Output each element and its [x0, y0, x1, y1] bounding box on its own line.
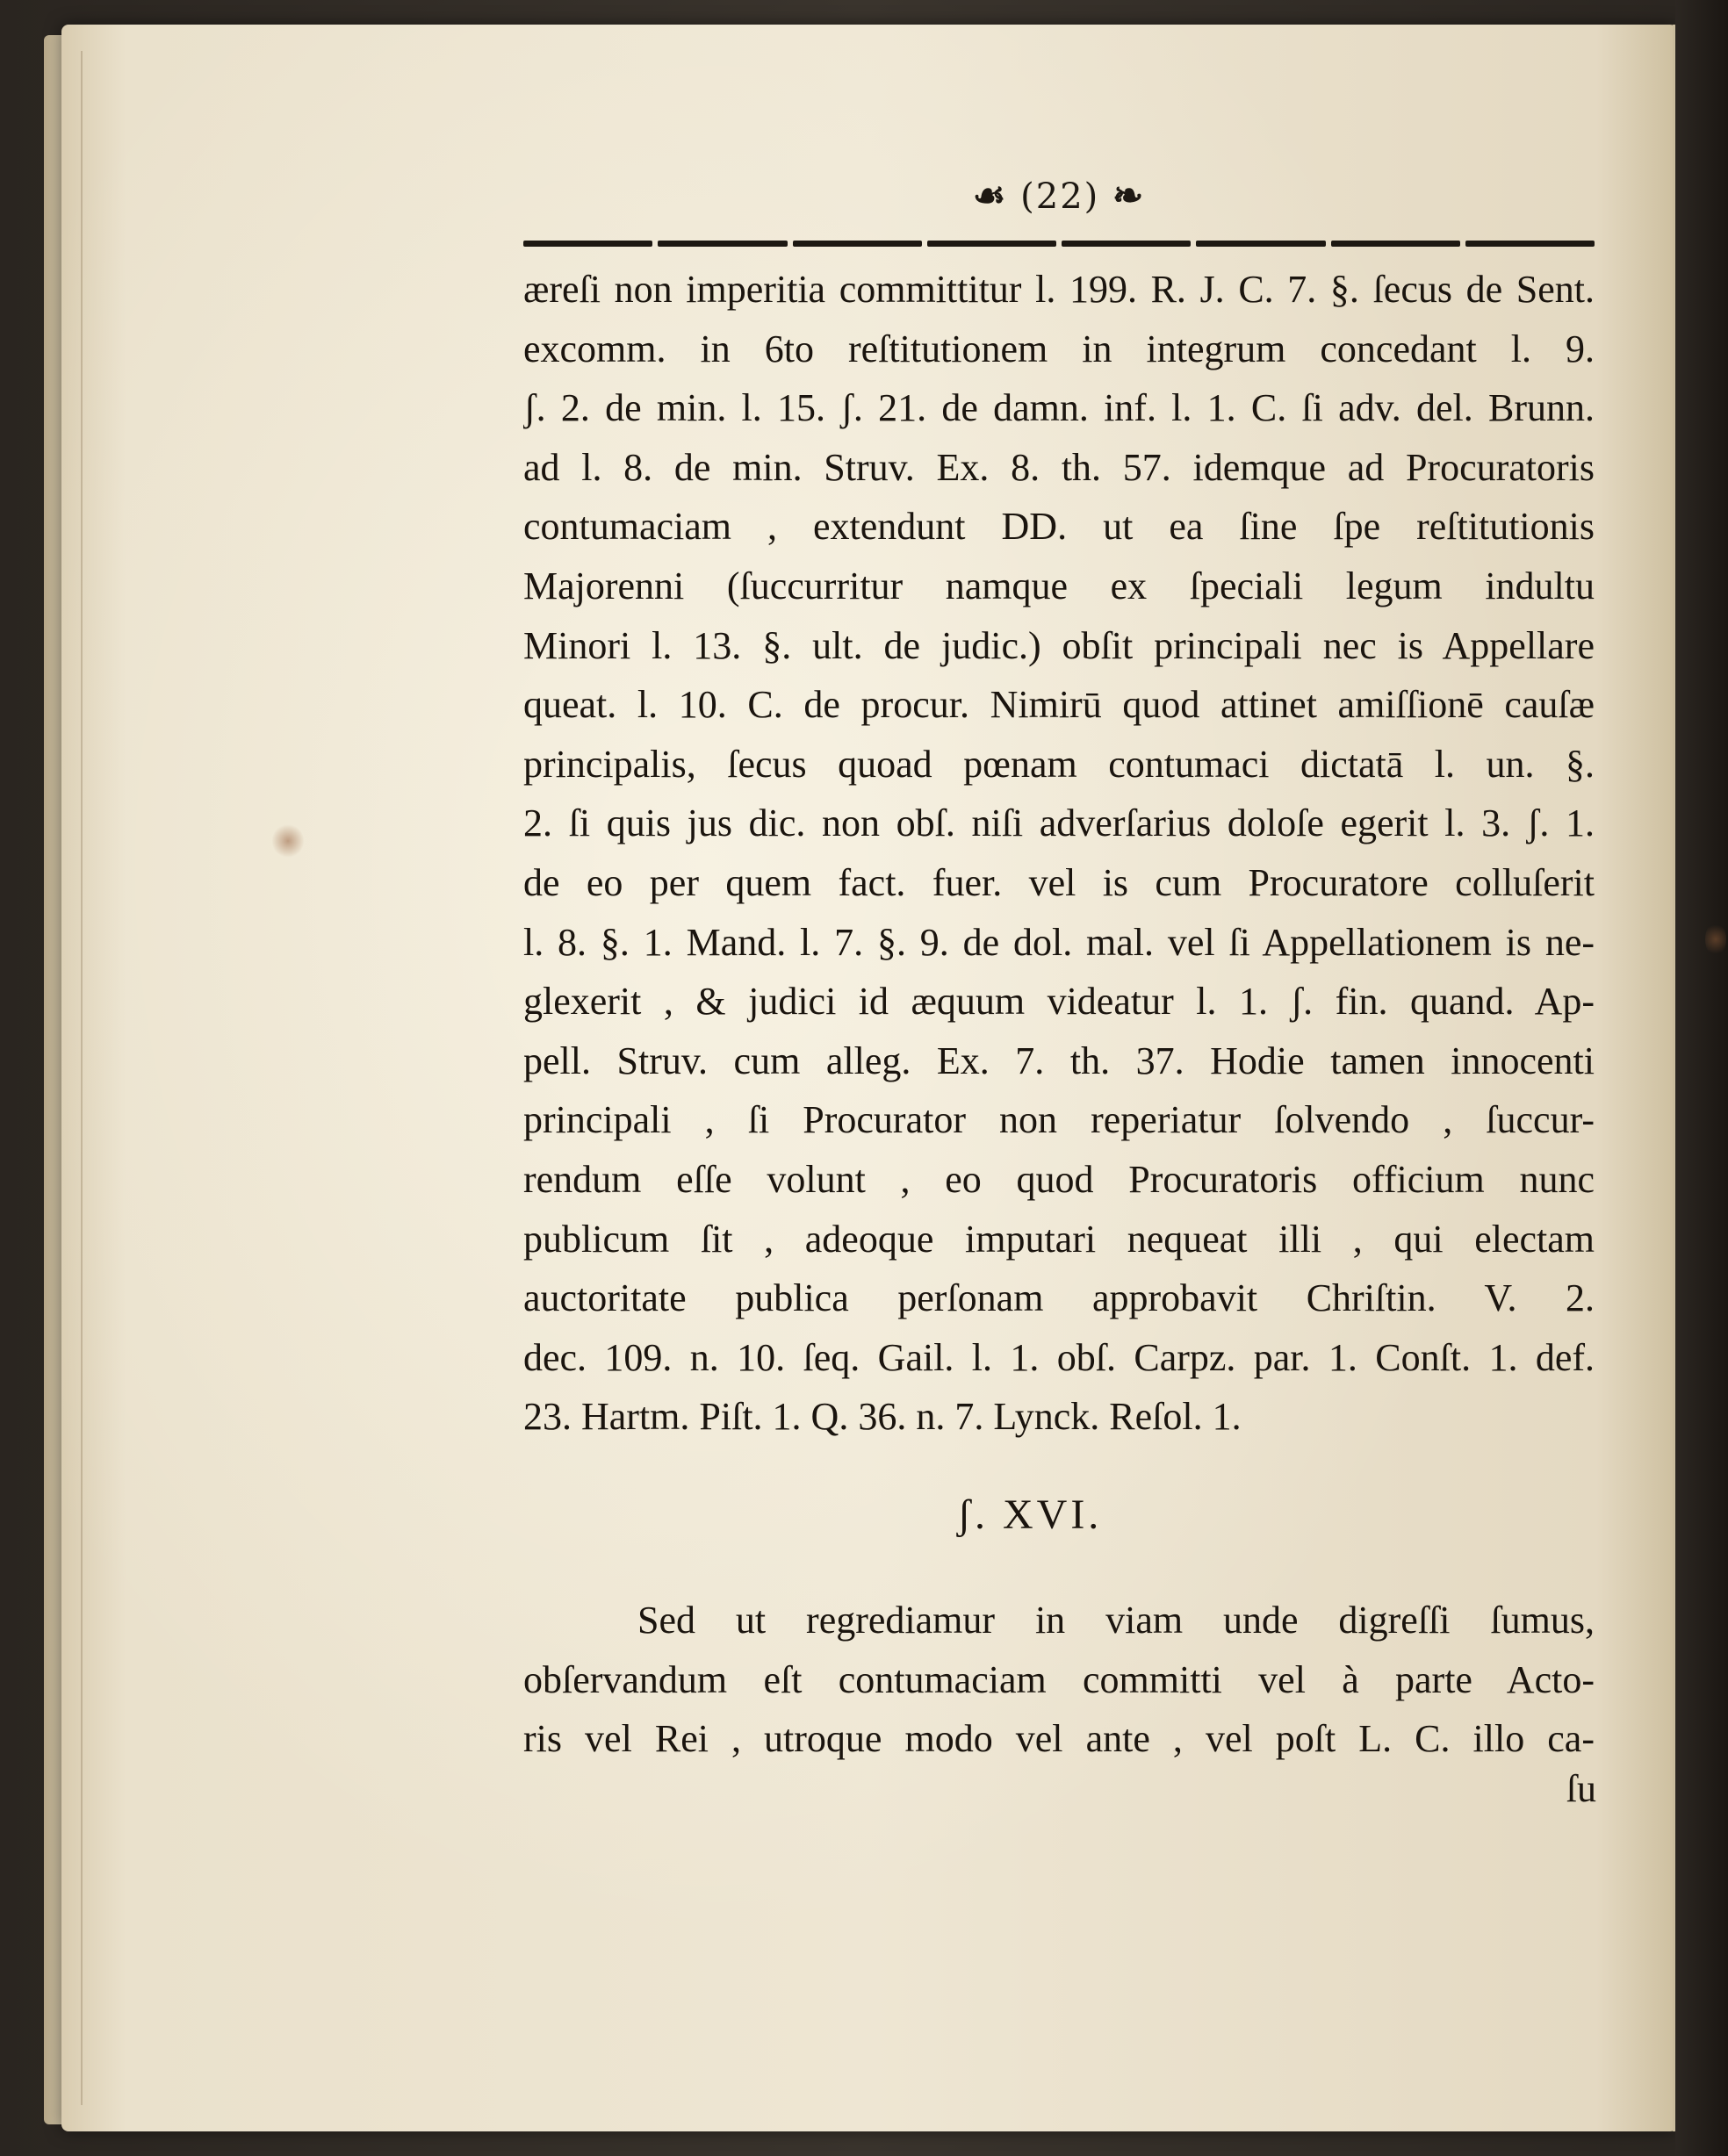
page-number: (22) [1020, 176, 1100, 217]
text-line: principalis, ſecus quoad pœnam contumaci dictatā l. un. §. [523, 742, 1595, 786]
ornament-left-icon: ☙ [972, 174, 1008, 217]
page-header [523, 174, 1595, 253]
text-line: ʃ. 2. de min. l. 15. ʃ. 21. de damn. inf. l. 1. C. ſi adv. del. Brunn. [523, 386, 1595, 430]
text-line: Minori l. 13. §. ult. de judic.) obſit principali nec is Appellare [523, 623, 1595, 667]
text-line: 2. ſi quis jus dic. non obſ. niſi adverſarius doloſe egerit l. 3. ʃ. 1. [523, 801, 1595, 845]
scan-border-right [1675, 0, 1728, 2156]
text-line: contumaciam , extendunt DD. ut ea ſine ſpe reſtitutionis [523, 505, 1595, 549]
text-line: auctoritate publica perſonam approbavit Chriſtin. V. 2. [523, 1276, 1595, 1320]
text-line: Majorenni (ſuccurritur namque ex ſpeciali legum indultu [523, 564, 1595, 607]
header-rule [523, 241, 1595, 249]
rule-segment [1331, 241, 1460, 247]
text-line: obſervandum eſt contumaciam committi vel à parte Acto- [523, 1657, 1595, 1701]
catchword: ſu [1566, 1767, 1596, 1810]
paper-stain [1705, 922, 1726, 957]
rule-segment [1465, 241, 1595, 247]
rule-segment [927, 241, 1056, 247]
rule-segment [1196, 241, 1325, 247]
text-line: queat. l. 10. C. de procur. Nimirū quod attinet amiſſionē cauſæ [523, 683, 1595, 727]
page-fold-line [81, 51, 90, 2105]
text-line: ris vel Rei , utroque modo vel ante , vel poſt L. C. illo ca- [523, 1717, 1595, 1761]
rule-segment [658, 241, 787, 247]
text-line: pell. Struv. cum alleg. Ex. 7. th. 37. Hodie tamen innocenti [523, 1038, 1595, 1082]
text-line: dec. 109. n. 10. ſeq. Gail. l. 1. obſ. Carpz. par. 1. Conſt. 1. def. [523, 1335, 1595, 1379]
text-line: ad l. 8. de min. Struv. Ex. 8. th. 57. idemque ad Procuratoris [523, 445, 1595, 489]
running-head [927, 174, 1191, 217]
text-line: æreſi non imperitia committitur l. 199. R. J. C. 7. §. ſecus de Sent. [523, 268, 1595, 311]
text-line: Sed ut regrediamur in viam unde digreſſi ſumus, [637, 1599, 1595, 1642]
section-text [523, 1591, 1595, 1769]
text-line: excomm. in 6to reſtitutionem in integrum concedant l. 9. [523, 327, 1595, 370]
rule-segment [1062, 241, 1191, 247]
text-line: glexerit , & judici id æquum videatur l. 1. ʃ. fin. quand. Ap- [523, 980, 1595, 1024]
text-line: publicum ſit , adeoque imputari nequeat illi , qui electam [523, 1217, 1595, 1261]
main-text [523, 260, 1595, 1447]
text-line: rendum eſſe volunt , eo quod Procuratoris officium nunc [523, 1157, 1595, 1201]
text-line: principali , ſi Procurator non reperiatur ſolvendo , ſuccur- [523, 1098, 1595, 1142]
paper-stain [272, 823, 304, 859]
section-heading: ʃ. XVI. [957, 1491, 1103, 1538]
ornament-right-icon: ❧ [1112, 174, 1146, 217]
text-line: 23. Hartm. Piſt. 1. Q. 36. n. 7. Lynck. Reſol. 1. [523, 1395, 1242, 1439]
rule-segment [793, 241, 922, 247]
rule-segment [523, 241, 652, 247]
text-line: l. 8. §. 1. Mand. l. 7. §. 9. de dol. mal. vel ſi Appellationem is ne- [523, 920, 1595, 964]
text-line: de eo per quem fact. fuer. vel is cum Procuratore colluſerit [523, 860, 1595, 904]
